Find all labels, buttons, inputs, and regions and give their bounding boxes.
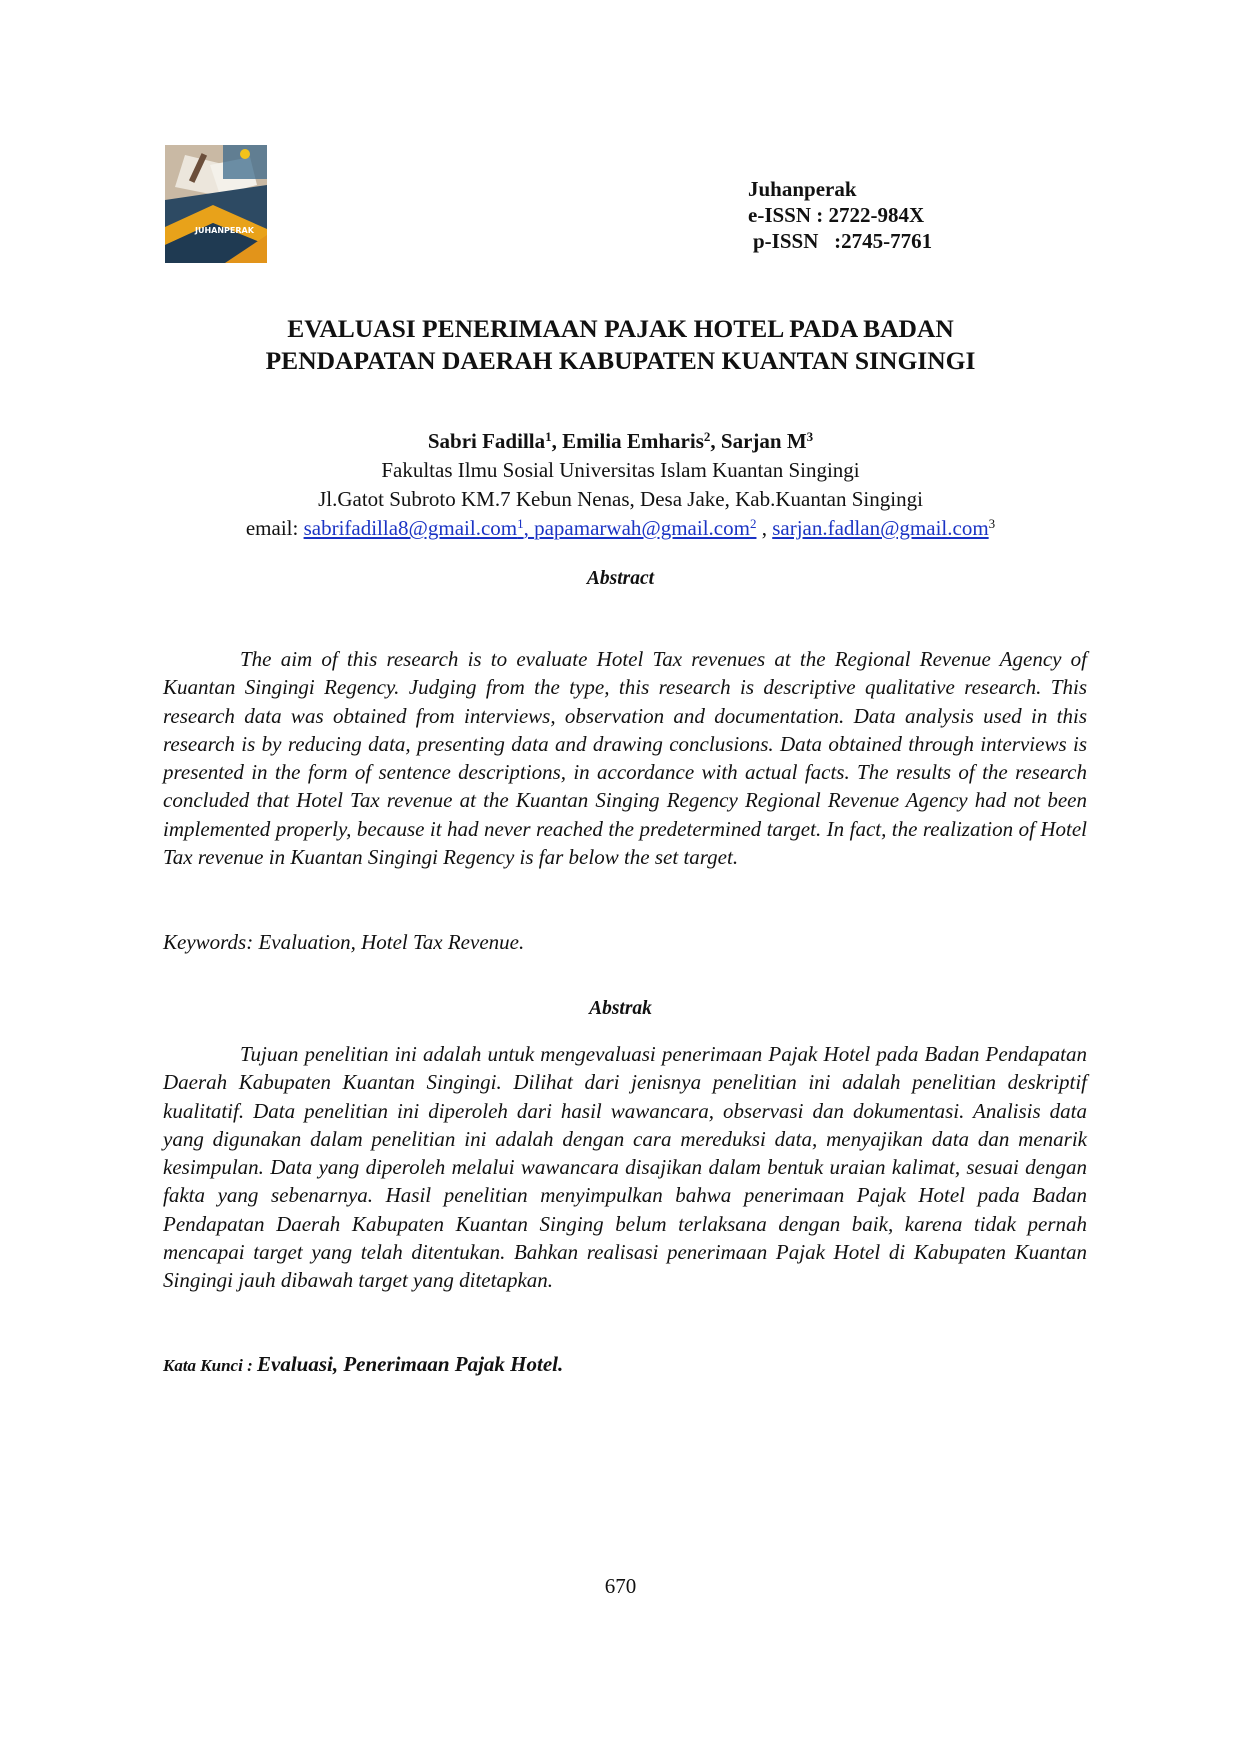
journal-cover-image (165, 145, 267, 263)
abstract-text: The aim of this research is to evaluate Hotel Tax revenues at the Regional Revenue Agency of Kuantan Singingi Regency. Judging from the type, this research is descriptive qualitative research. This research data was obtained from interviews, observation and documentation. Data analysis used in this research is by reducing data, presenting data and drawing conclusions. Data obtained through interviews is presented in the form of sentence descriptions, in accordance with actual facts. The results of the research concluded that Hotel Tax revenue at the Kuantan Singing Regency Regional Revenue Agency had not been implemented properly, because it had never reached the predetermined target. In fact, the realization of Hotel Tax revenue in Kuantan Singingi Regency is far below the set target. (163, 647, 1087, 870)
kata-kunci-label: Kata Kunci : (163, 1356, 257, 1375)
keywords-english: Keywords: Evaluation, Hotel Tax Revenue. (163, 930, 525, 954)
email-link-2[interactable] (534, 516, 756, 540)
author-affiliation-mark: 3 (806, 429, 814, 444)
affiliation-address: Jl.Gatot Subroto KM.7 Kebun Nenas, Desa Jake, Kab.Kuantan Singingi (318, 487, 923, 511)
email-mark: 3 (988, 516, 996, 531)
author-separator: , (551, 429, 563, 453)
author-affiliation-mark: 2 (703, 429, 711, 444)
journal-name: Juhanperak (748, 177, 857, 201)
email-link-1[interactable] (304, 516, 535, 540)
abstract-heading: Abstract (586, 568, 655, 589)
email-address: sarjan.fadlan@gmail.com (772, 516, 989, 540)
p-issn: p-ISSN :2745-7761 (753, 229, 933, 253)
email-line (140, 515, 1101, 541)
email-label: email: (245, 516, 299, 540)
email-link-3[interactable] (772, 516, 988, 540)
email-mark: 1 (517, 516, 524, 531)
kata-kunci-value: Evaluasi, Penerimaan Pajak Hotel. (257, 1352, 564, 1376)
page-number: 670 (604, 1574, 637, 1598)
author-list (140, 428, 1101, 454)
title-line-2: PENDAPATAN DAERAH KABUPATEN KUANTAN SINGINGI (265, 346, 976, 375)
author-name: Emilia Emharis (562, 429, 704, 453)
cover-artwork (165, 145, 267, 263)
e-issn: e-ISSN : 2722-984X (748, 203, 925, 227)
author-separator: , (710, 429, 721, 453)
email-separator: , (523, 516, 535, 540)
email-separator: , (756, 516, 773, 540)
journal-info (748, 176, 932, 254)
author-name: Sarjan M (720, 429, 807, 453)
email-mark: 2 (749, 516, 757, 531)
abstrak-text: Tujuan penelitian ini adalah untuk mengevaluasi penerimaan Pajak Hotel pada Badan Pendapatan Daerah Kabupaten Kuantan Singingi. Dilihat dari jenisnya penelitian ini adalah penelitian deskriptif kualitatif. Data penelitian ini diperoleh dari hasil wawancara, observasi dan dokumentasi. Analisis data yang digunakan dalam penelitian ini adalah dengan cara mereduksi data, menyajikan data dan menarik kesimpulan. Data yang diperoleh melalui wawancara disajikan dalam bentuk uraian kalimat, sesuai dengan fakta yang sebenarnya. Hasil penelitian menyimpulkan bahwa penerimaan Pajak Hotel pada Badan Pendapatan Daerah Kabupaten Kuantan Singing belum terlaksana dengan baik, karena tidak pernah mencapai target yang telah ditentukan. Bahkan realisasi penerimaan Pajak Hotel di Kabupaten Kuantan Singingi jauh dibawah target yang ditetapkan. (163, 1042, 1087, 1293)
affiliation-faculty: Fakultas Ilmu Sosial Universitas Islam Kuantan Singingi (381, 458, 860, 482)
kata-kunci (163, 1352, 563, 1377)
author-name: Sabri Fadilla (427, 429, 546, 453)
paper-title (140, 313, 1101, 377)
email-address: papamarwah@gmail.com (534, 516, 750, 540)
abstrak-heading: Abstrak (589, 998, 652, 1019)
email-address: sabrifadilla8@gmail.com (303, 516, 518, 540)
author-affiliation-mark: 1 (545, 429, 552, 444)
title-line-1: EVALUASI PENERIMAAN PAJAK HOTEL PADA BADAN (287, 314, 954, 343)
cover-title: JUHANPERAK (195, 226, 254, 235)
